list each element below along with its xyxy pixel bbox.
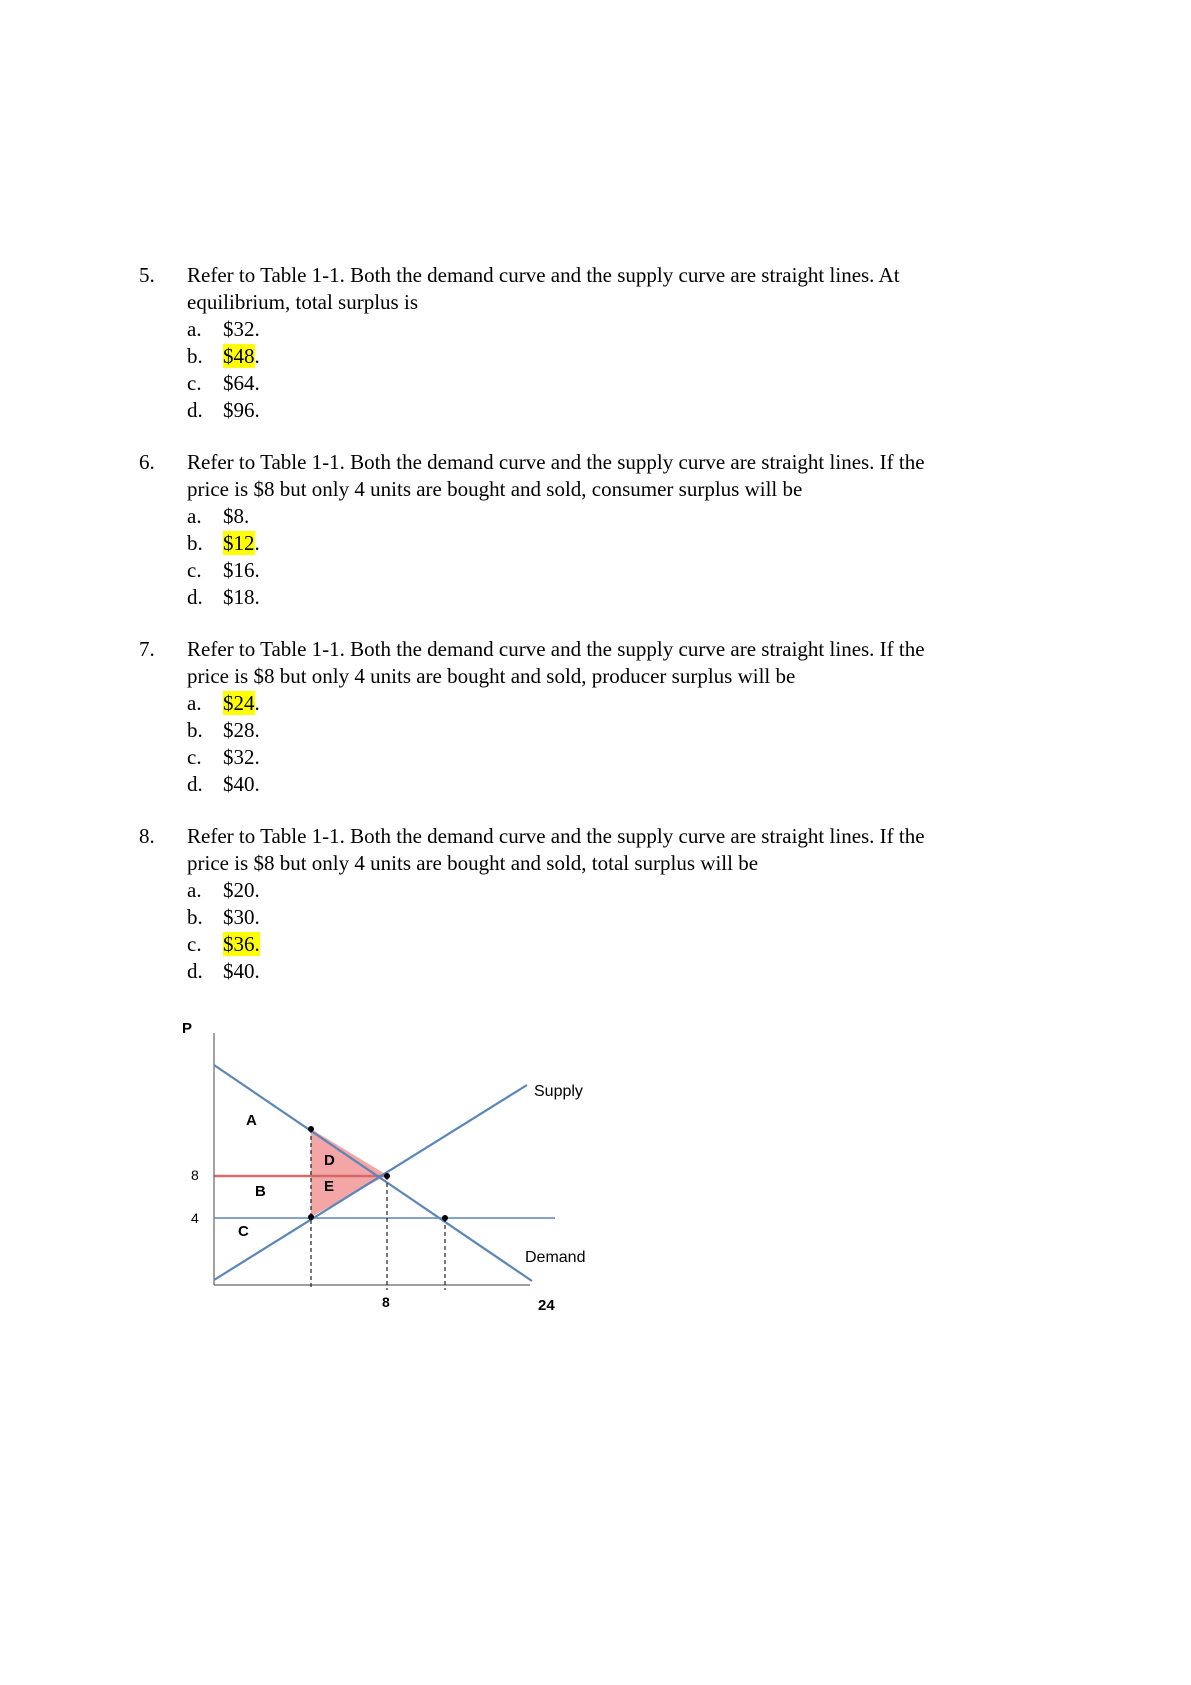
question-text — [187, 262, 1039, 316]
question-text-line: price is $8 but only 4 units are bought and sold, consumer surplus will be — [187, 477, 803, 501]
answer-option-c[interactable]: c. $36. — [187, 932, 260, 956]
highlighted-answer: $48 — [223, 344, 255, 368]
supply-label: Supply — [534, 1083, 583, 1100]
answer-option-d[interactable]: d. $96. — [187, 398, 260, 422]
question-text-line: price is $8 but only 4 units are bought and sold, total surplus will be — [187, 851, 759, 875]
question-text — [187, 823, 1039, 877]
answer-option-a[interactable]: a. $24. — [187, 691, 260, 715]
supply-demand-figure — [160, 1005, 620, 1325]
supply-demand-diagram — [160, 1005, 620, 1325]
question-text-line: Refer to Table 1-1. Both the demand curve and the supply curve are straight lines. If the — [187, 637, 925, 661]
shaded-triangle-de — [311, 1129, 387, 1217]
answer-option-b[interactable]: b. $48. — [187, 344, 260, 368]
answer-value: $20 — [223, 878, 255, 902]
question-6 — [139, 449, 1039, 611]
answer-option-d[interactable]: d. $18. — [187, 585, 260, 609]
question-text-line: price is $8 but only 4 units are bought and sold, producer surplus will be — [187, 664, 796, 688]
question-8 — [139, 823, 1039, 985]
quantity-tick-8: 8 — [382, 1294, 390, 1310]
answer-value: $40 — [223, 959, 255, 983]
price-tick-4: 4 — [191, 1210, 199, 1226]
answer-option-b[interactable]: b. $12. — [187, 531, 260, 555]
answer-option-b[interactable]: b. $28. — [187, 718, 260, 742]
region-label-d: D — [324, 1152, 335, 1169]
answer-value: $18 — [223, 585, 255, 609]
axis-p-label: P — [182, 1020, 193, 1037]
answer-option-a[interactable]: a. $20. — [187, 878, 260, 902]
answer-option-b[interactable]: b. $30. — [187, 905, 260, 929]
answer-option-c[interactable]: c. $16. — [187, 558, 260, 582]
answer-option-a[interactable]: a. $8. — [187, 504, 250, 528]
question-5 — [139, 262, 1039, 424]
question-number: 8. — [139, 824, 155, 848]
answer-value: $32 — [223, 745, 255, 769]
answer-option-a[interactable]: a. $32. — [187, 317, 260, 341]
question-text-line: Refer to Table 1-1. Both the demand curve and the supply curve are straight lines. If the — [187, 450, 925, 474]
question-text-line: equilibrium, total surplus is — [187, 290, 418, 314]
answer-value: $16 — [223, 558, 255, 582]
region-label-a: A — [246, 1112, 257, 1129]
answer-option-d[interactable]: d. $40. — [187, 959, 260, 983]
region-label-b: B — [255, 1183, 266, 1200]
region-label-c: C — [238, 1223, 249, 1240]
answer-option-c[interactable]: c. $64. — [187, 371, 260, 395]
question-text — [187, 636, 1039, 690]
highlighted-answer: $12 — [223, 531, 255, 555]
answer-options — [187, 877, 1039, 985]
answer-options — [187, 690, 1039, 798]
answer-value: $8 — [223, 504, 244, 528]
answer-options — [187, 503, 1039, 611]
demand-curve — [214, 1065, 532, 1281]
answer-option-d[interactable]: d. $40. — [187, 772, 260, 796]
point-demand-at-p4 — [442, 1215, 448, 1221]
question-number: 6. — [139, 450, 155, 474]
answer-options — [187, 316, 1039, 424]
answer-option-c[interactable]: c. $32. — [187, 745, 260, 769]
question-7 — [139, 636, 1039, 798]
point-demand-at-q4 — [308, 1126, 314, 1132]
region-label-e: E — [324, 1178, 335, 1195]
price-tick-8: 8 — [191, 1167, 199, 1183]
answer-value: $32 — [223, 317, 255, 341]
question-text-line: Refer to Table 1-1. Both the demand curve and the supply curve are straight lines. At — [187, 263, 900, 287]
answer-value: $40 — [223, 772, 255, 796]
answer-value: $64 — [223, 371, 255, 395]
question-number: 5. — [139, 263, 155, 287]
point-supply-at-q4 — [308, 1214, 314, 1220]
question-number: 7. — [139, 637, 155, 661]
demand-label: Demand — [525, 1249, 586, 1266]
highlighted-answer: $24 — [223, 691, 255, 715]
answer-value: $30 — [223, 905, 255, 929]
point-equilibrium — [384, 1173, 390, 1179]
answer-value: $28 — [223, 718, 255, 742]
highlighted-answer: $36. — [223, 932, 260, 956]
answer-value: $96 — [223, 398, 255, 422]
question-text — [187, 449, 1039, 503]
quantity-tick-24: 24 — [538, 1297, 555, 1314]
question-list — [139, 262, 1039, 1010]
question-text-line: Refer to Table 1-1. Both the demand curve and the supply curve are straight lines. If the — [187, 824, 925, 848]
